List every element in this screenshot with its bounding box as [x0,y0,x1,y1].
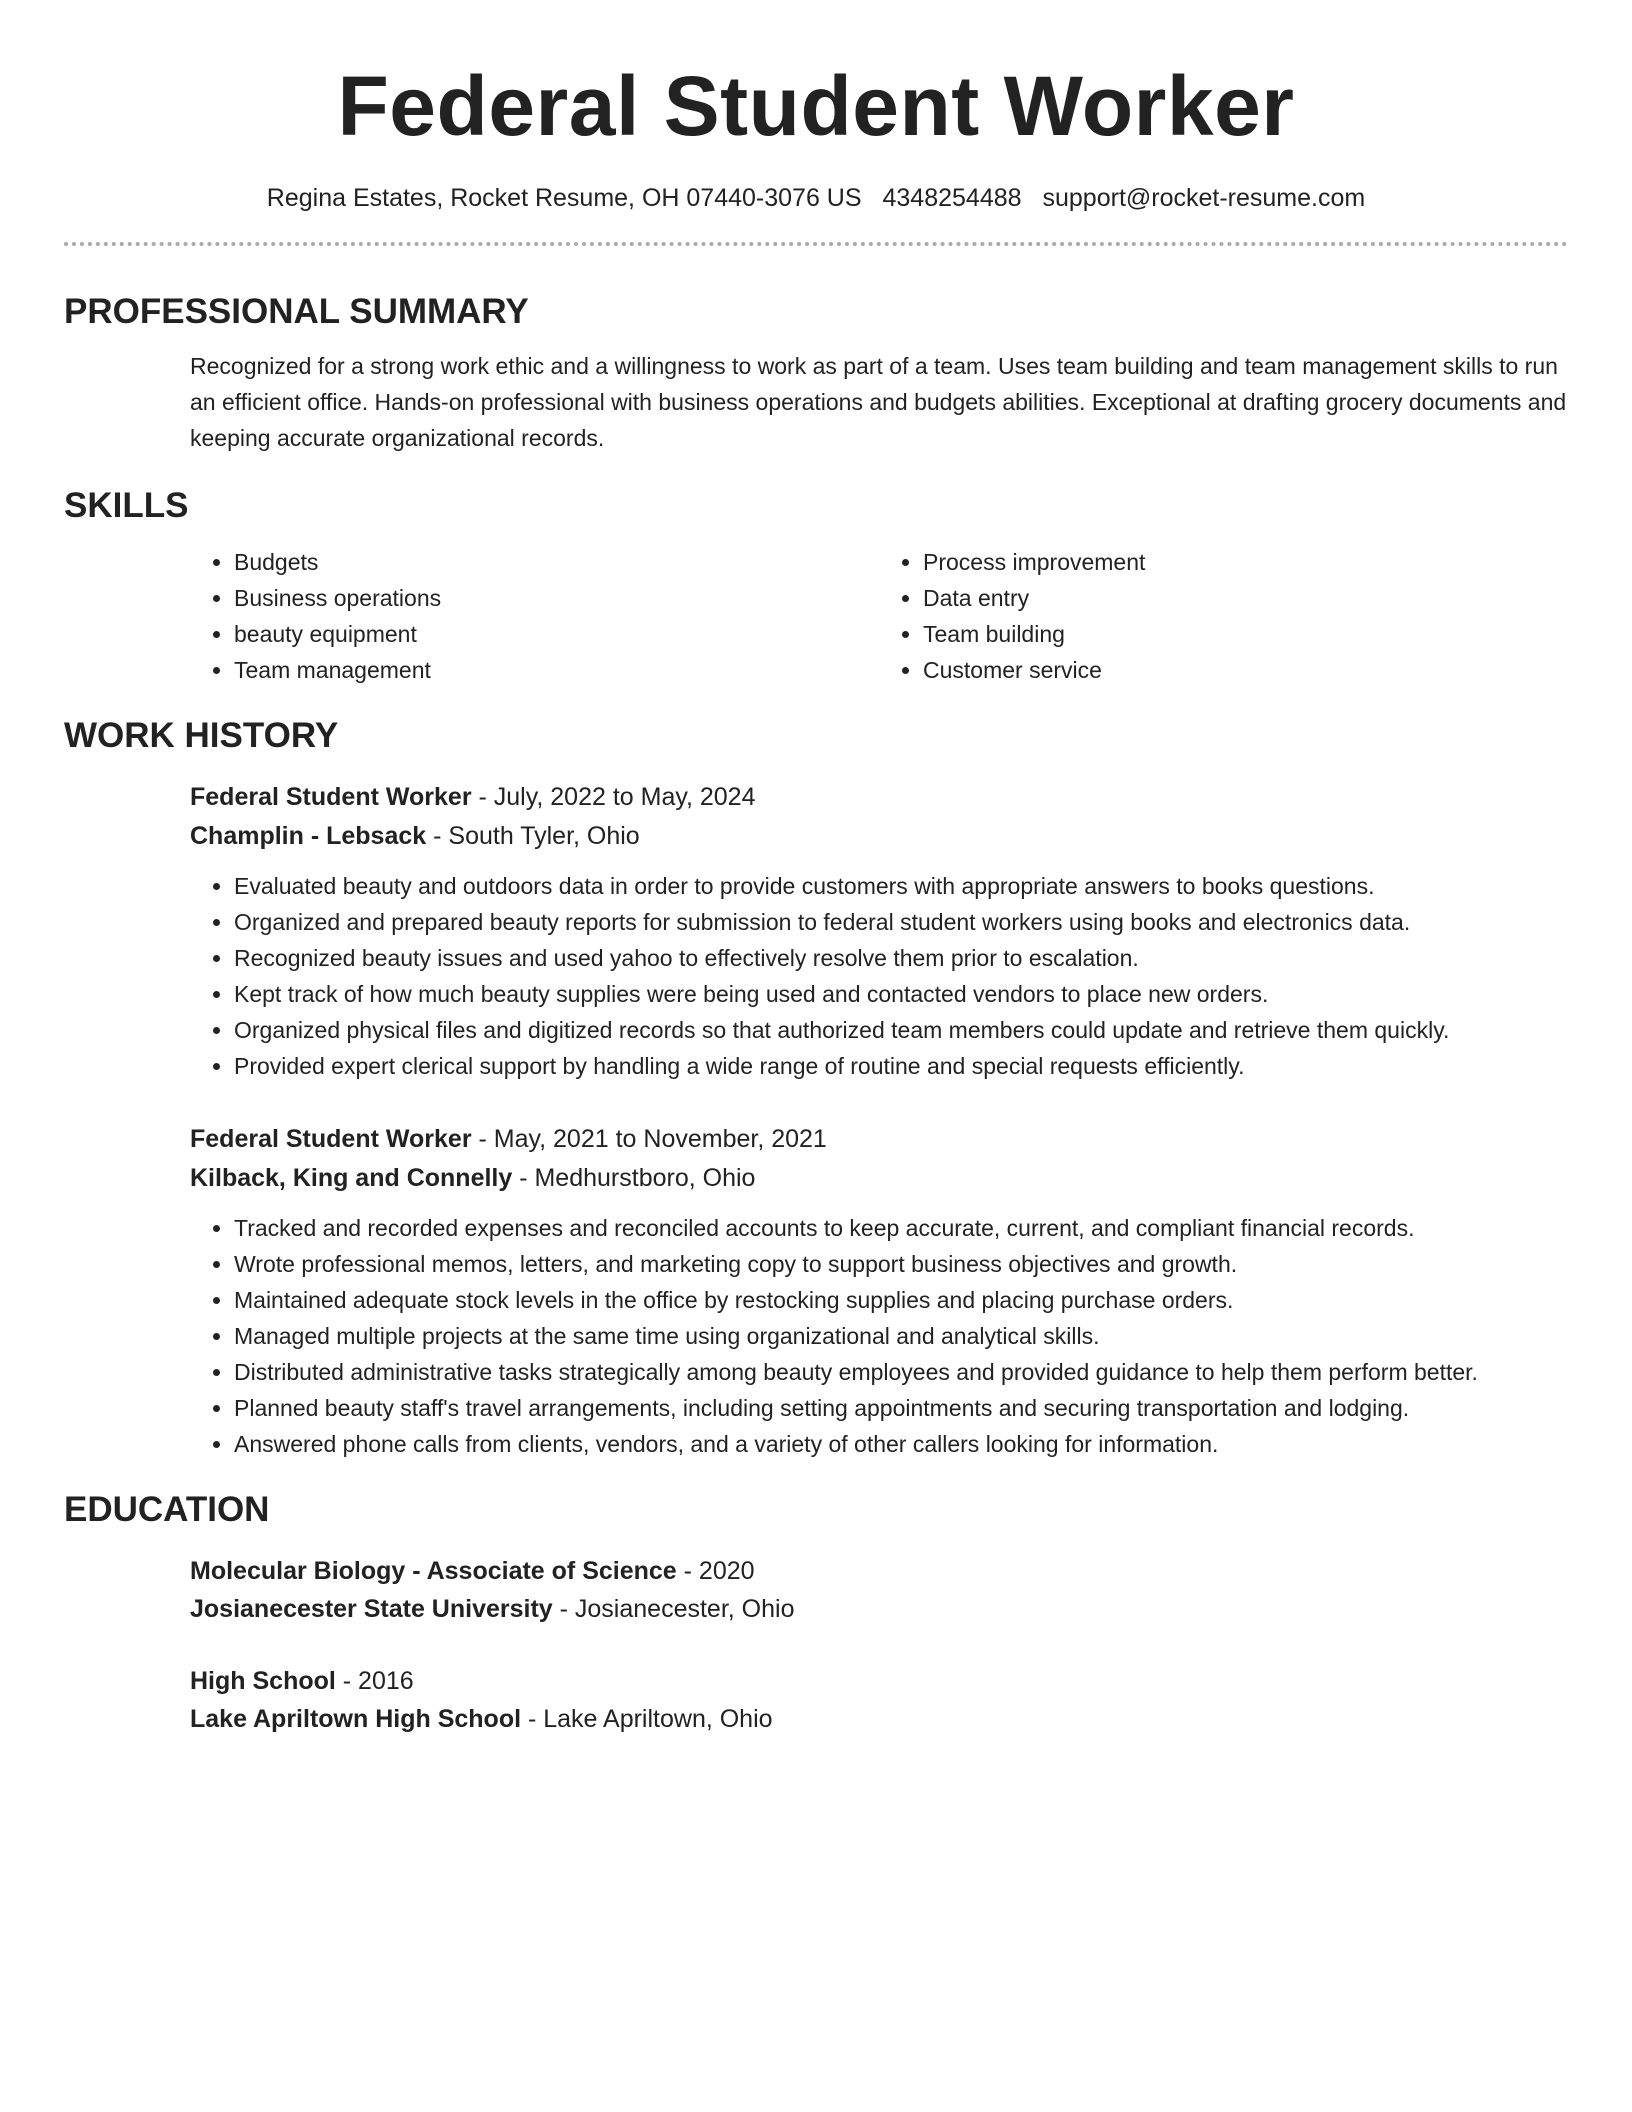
job-location: - Medhurstboro, Ohio [512,1164,756,1192]
education-degree-line [190,1552,1568,1590]
skills-list [190,544,1568,688]
job-duties [190,1210,1568,1462]
job-dates: - May, 2021 to November, 2021 [471,1125,827,1153]
education-entry [190,1662,1568,1738]
education-degree: High School [190,1667,336,1695]
job-duty: • Wrote professional memos, letters, and marketing copy to support business objectives and growth. [234,1246,1568,1282]
contact-line [64,182,1568,214]
header-divider [64,242,1568,246]
job-duty: • Provided expert clerical support by handling a wide range of routine and special requests efficiently. [234,1048,1568,1084]
job-duties [190,868,1568,1084]
education-school: Lake Apriltown High School [190,1705,522,1733]
job-duty: • Organized and prepared beauty reports for submission to federal student workers using books and electronics data. [234,904,1568,940]
summary-heading: PROFESSIONAL SUMMARY [64,292,529,331]
job-company-line [190,1159,1568,1198]
job-role: Federal Student Worker [190,1125,472,1153]
job-duty: • Planned beauty staff's travel arrangements, including setting appointments and securing transportation and lodging. [234,1390,1568,1426]
skills-column-left [190,544,879,688]
skill-item: • Data entry [923,580,1568,616]
education-degree-line [190,1662,1568,1700]
job-duty: • Evaluated beauty and outdoors data in order to provide customers with appropriate answers to books questions. [234,868,1568,904]
education-entry [190,1552,1568,1628]
job-entry [190,1120,1568,1462]
education-degree: Molecular Biology - Associate of Science [190,1557,677,1585]
job-location: - South Tyler, Ohio [426,822,640,850]
skills-heading: SKILLS [64,486,189,525]
job-duty: • Managed multiple projects at the same time using organizational and analytical skills. [234,1318,1568,1354]
skill-item: • Budgets [234,544,879,580]
skill-item: • Business operations [234,580,879,616]
job-title-line [190,1120,1568,1159]
work-history-heading: WORK HISTORY [64,716,339,755]
job-title-line [190,778,1568,817]
candidate-name: Federal Student Worker [337,59,1295,153]
education-location: - Josianecester, Ohio [552,1595,795,1623]
job-duty: • Tracked and recorded expenses and reconciled accounts to keep accurate, current, and compliant financial records. [234,1210,1568,1246]
job-duty: • Maintained adequate stock levels in the office by restocking supplies and placing purchase orders. [234,1282,1568,1318]
job-company: Kilback, King and Connelly [190,1164,513,1192]
job-role: Federal Student Worker [190,783,472,811]
skill-item: • Team building [923,616,1568,652]
skill-item: • Team management [234,652,879,688]
education-year: - 2016 [335,1667,414,1695]
education-heading: EDUCATION [64,1490,270,1529]
skill-item: • Customer service [923,652,1568,688]
education-school-line [190,1590,1568,1628]
skills-column-right [879,544,1568,688]
contact-email[interactable]: support@rocket-resume.com [1042,184,1366,212]
education-location: - Lake Apriltown, Ohio [521,1705,773,1733]
job-duty: • Answered phone calls from clients, vendors, and a variety of other callers looking for information. [234,1426,1568,1462]
job-duty: • Organized physical files and digitized records so that authorized team members could update and retrieve them quickly. [234,1012,1568,1048]
job-duty: • Distributed administrative tasks strategically among beauty employees and provided guidance to help them perform better. [234,1354,1568,1390]
job-duty: • Kept track of how much beauty supplies were being used and contacted vendors to place new orders. [234,976,1568,1012]
contact-address: Regina Estates, Rocket Resume, OH 07440-3076 US [266,184,862,212]
skill-item: • Process improvement [923,544,1568,580]
contact-phone: 4348254488 [882,184,1022,212]
job-duty: • Recognized beauty issues and used yahoo to effectively resolve them prior to escalation. [234,940,1568,976]
education-year: - 2020 [676,1557,755,1585]
education-school-line [190,1700,1568,1738]
summary-text: Recognized for a strong work ethic and a willingness to work as part of a team. Uses team building and team management skills to run an efficient office. Hands-on professional with business operations and budgets abilities. Exceptional at drafting grocery documents and keeping accurate organizational records. [190,353,1567,451]
resume-page [64,0,1568,1738]
education-school: Josianecester State University [190,1595,553,1623]
job-entry [190,778,1568,1084]
job-company: Champlin - Lebsack [190,822,427,850]
skill-item: • beauty equipment [234,616,879,652]
job-dates: - July, 2022 to May, 2024 [471,783,756,811]
job-company-line [190,817,1568,856]
